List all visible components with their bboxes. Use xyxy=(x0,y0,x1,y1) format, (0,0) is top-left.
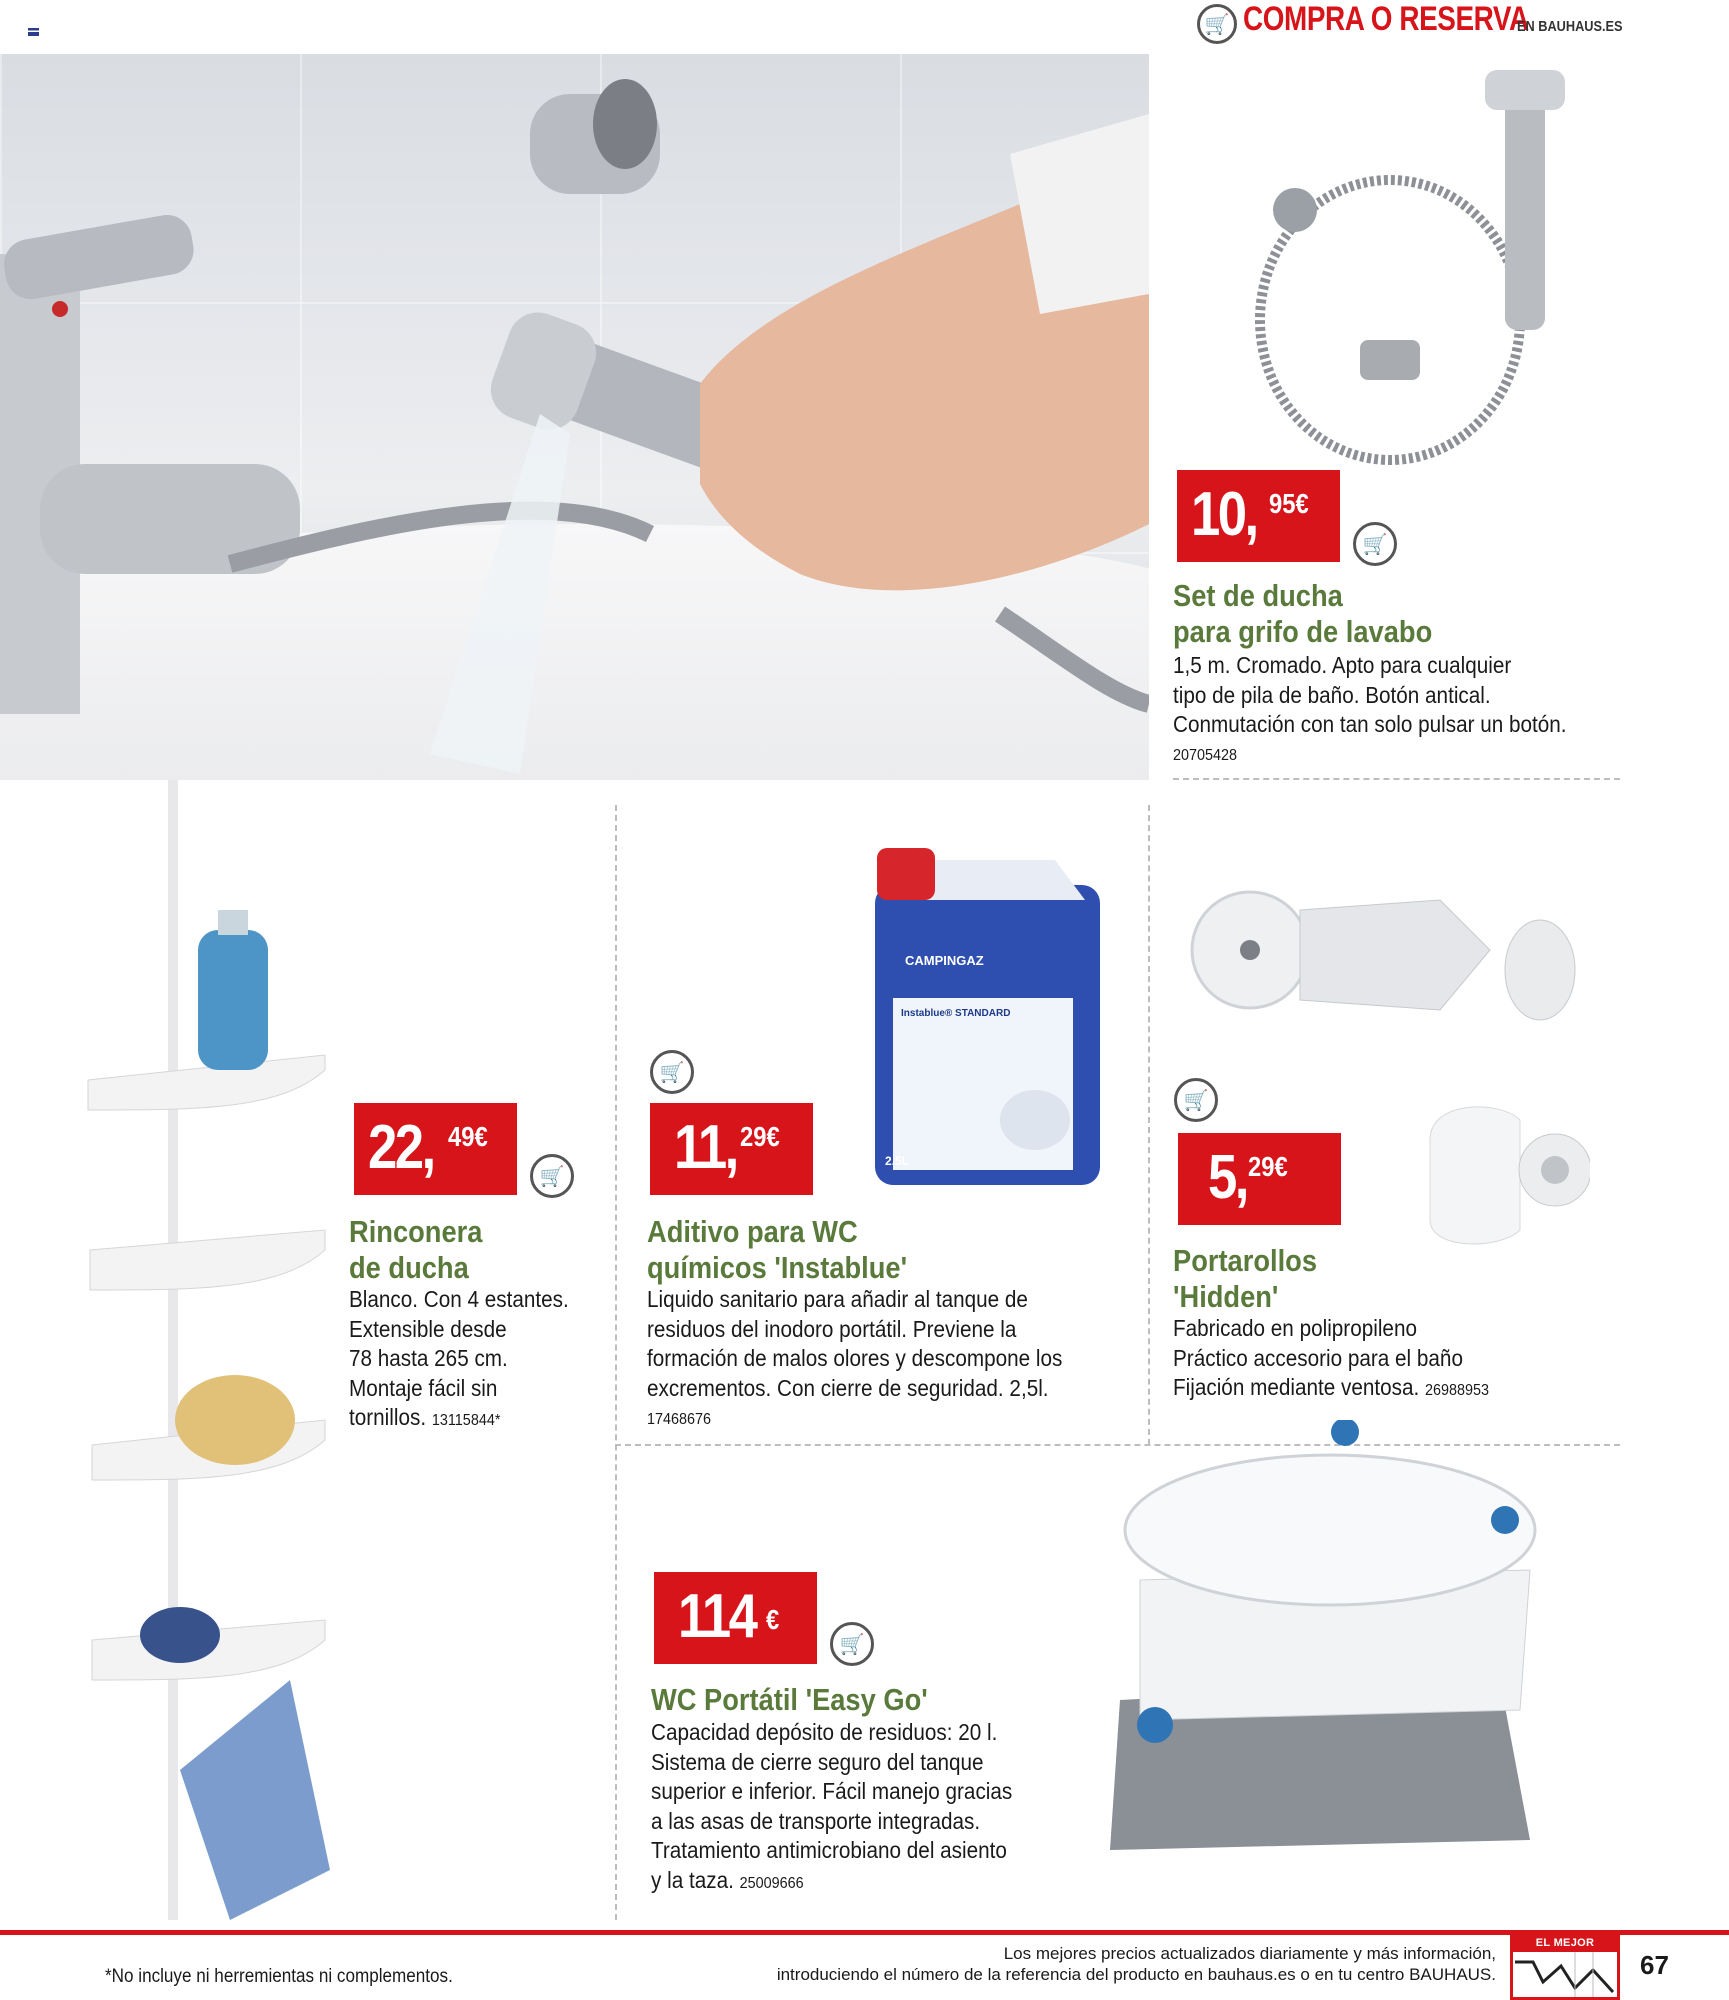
cart-icon[interactable]: 🛒 xyxy=(1353,522,1397,566)
footnote: *No incluye ni herremientas ni complementos. xyxy=(105,1966,453,1987)
page-number: 67 xyxy=(1640,1950,1669,1980)
header-subtitle: EN BAUHAUS.ES xyxy=(1517,18,1623,35)
ducha-description: 1,5 m. Cromado. Apto para cualquier tipo de pila de baño. Botón antical. Conmutación con tan solo pulsar un botón. xyxy=(1173,652,1567,737)
price-tag-rinconera: 22, 49€ xyxy=(354,1103,517,1195)
rinconera-description: Blanco. Con 4 estantes. Extensible desde 78 hasta 265 cm. Montaje fácil sin tornillos. 13115844* xyxy=(349,1286,569,1430)
price-chart-icon xyxy=(1513,1952,1617,1997)
bottle-label: Instablue® STANDARD xyxy=(901,1008,1011,1019)
aditivo-description: Liquido sanitario para añadir al tanque de residuos del inodoro portátil. Previene la formación de malos olores y descompone los excrementos. Con cierre de seguridad. 2,5l. xyxy=(647,1286,1063,1401)
cart-icon[interactable]: 🛒 xyxy=(1174,1078,1218,1122)
cart-icon[interactable]: 🛒 xyxy=(830,1622,874,1666)
cart-icon[interactable]: 🛒 xyxy=(530,1154,574,1198)
price-tag-aditivo: 11, 29€ xyxy=(650,1103,813,1195)
flag-icon xyxy=(28,28,39,36)
rinconera-title: Rinconera de ducha xyxy=(349,1214,483,1285)
aditivo-ref: 17468676 xyxy=(647,1411,712,1428)
best-price-badge: EL MEJOR PRECIO xyxy=(1510,1935,1620,2000)
wc-title: WC Portátil 'Easy Go' xyxy=(651,1682,928,1717)
price-tag-wc: 114 € xyxy=(654,1572,817,1664)
price-tag-portarollos: 5, 29€ xyxy=(1178,1133,1341,1225)
bottle-brand: CAMPINGAZ xyxy=(905,953,984,968)
aditivo-bottle-photo xyxy=(855,840,1110,1195)
aditivo-title: Aditivo para WC químicos 'Instablue' xyxy=(647,1214,908,1285)
wc-description: Capacidad depósito de residuos: 20 l. Sistema de cierre seguro del tanque superior e inferior. Fácil manejo gracias a las asas de transporte integradas. Tratamiento antimicrobiano del asiento y la taza. 25009666 xyxy=(651,1719,1013,1893)
portarollos-description: Fabricado en polipropileno Práctico accesorio para el baño Fijación mediante ventosa. 26988953 xyxy=(1173,1315,1490,1400)
bottle-volume: 2.5L xyxy=(885,1154,910,1168)
ducha-ref: 20705428 xyxy=(1173,747,1238,764)
footer-rule xyxy=(0,1930,1729,1935)
footer-info: Los mejores precios actualizados diariamente y más información, introduciendo el número de la referencia del producto en bauhaus.es o en tu centro BAUHAUS. xyxy=(776,1944,1496,1984)
header-title: COMPRA O RESERVA xyxy=(1243,0,1529,38)
cart-icon[interactable]: 🛒 xyxy=(650,1050,694,1094)
ducha-title: Set de ducha para grifo de lavabo xyxy=(1173,578,1433,649)
price-tag-ducha: 10, 95€ xyxy=(1177,470,1340,562)
hero-faucet-photo xyxy=(0,54,1149,780)
portarollos-title: Portarollos 'Hidden' xyxy=(1173,1243,1318,1314)
wc-portatil-photo xyxy=(1100,1420,1550,1860)
ducha-set-photo xyxy=(1240,60,1570,480)
cart-icon[interactable]: 🛒 xyxy=(1197,4,1237,44)
rinconera-photo xyxy=(80,780,340,1920)
